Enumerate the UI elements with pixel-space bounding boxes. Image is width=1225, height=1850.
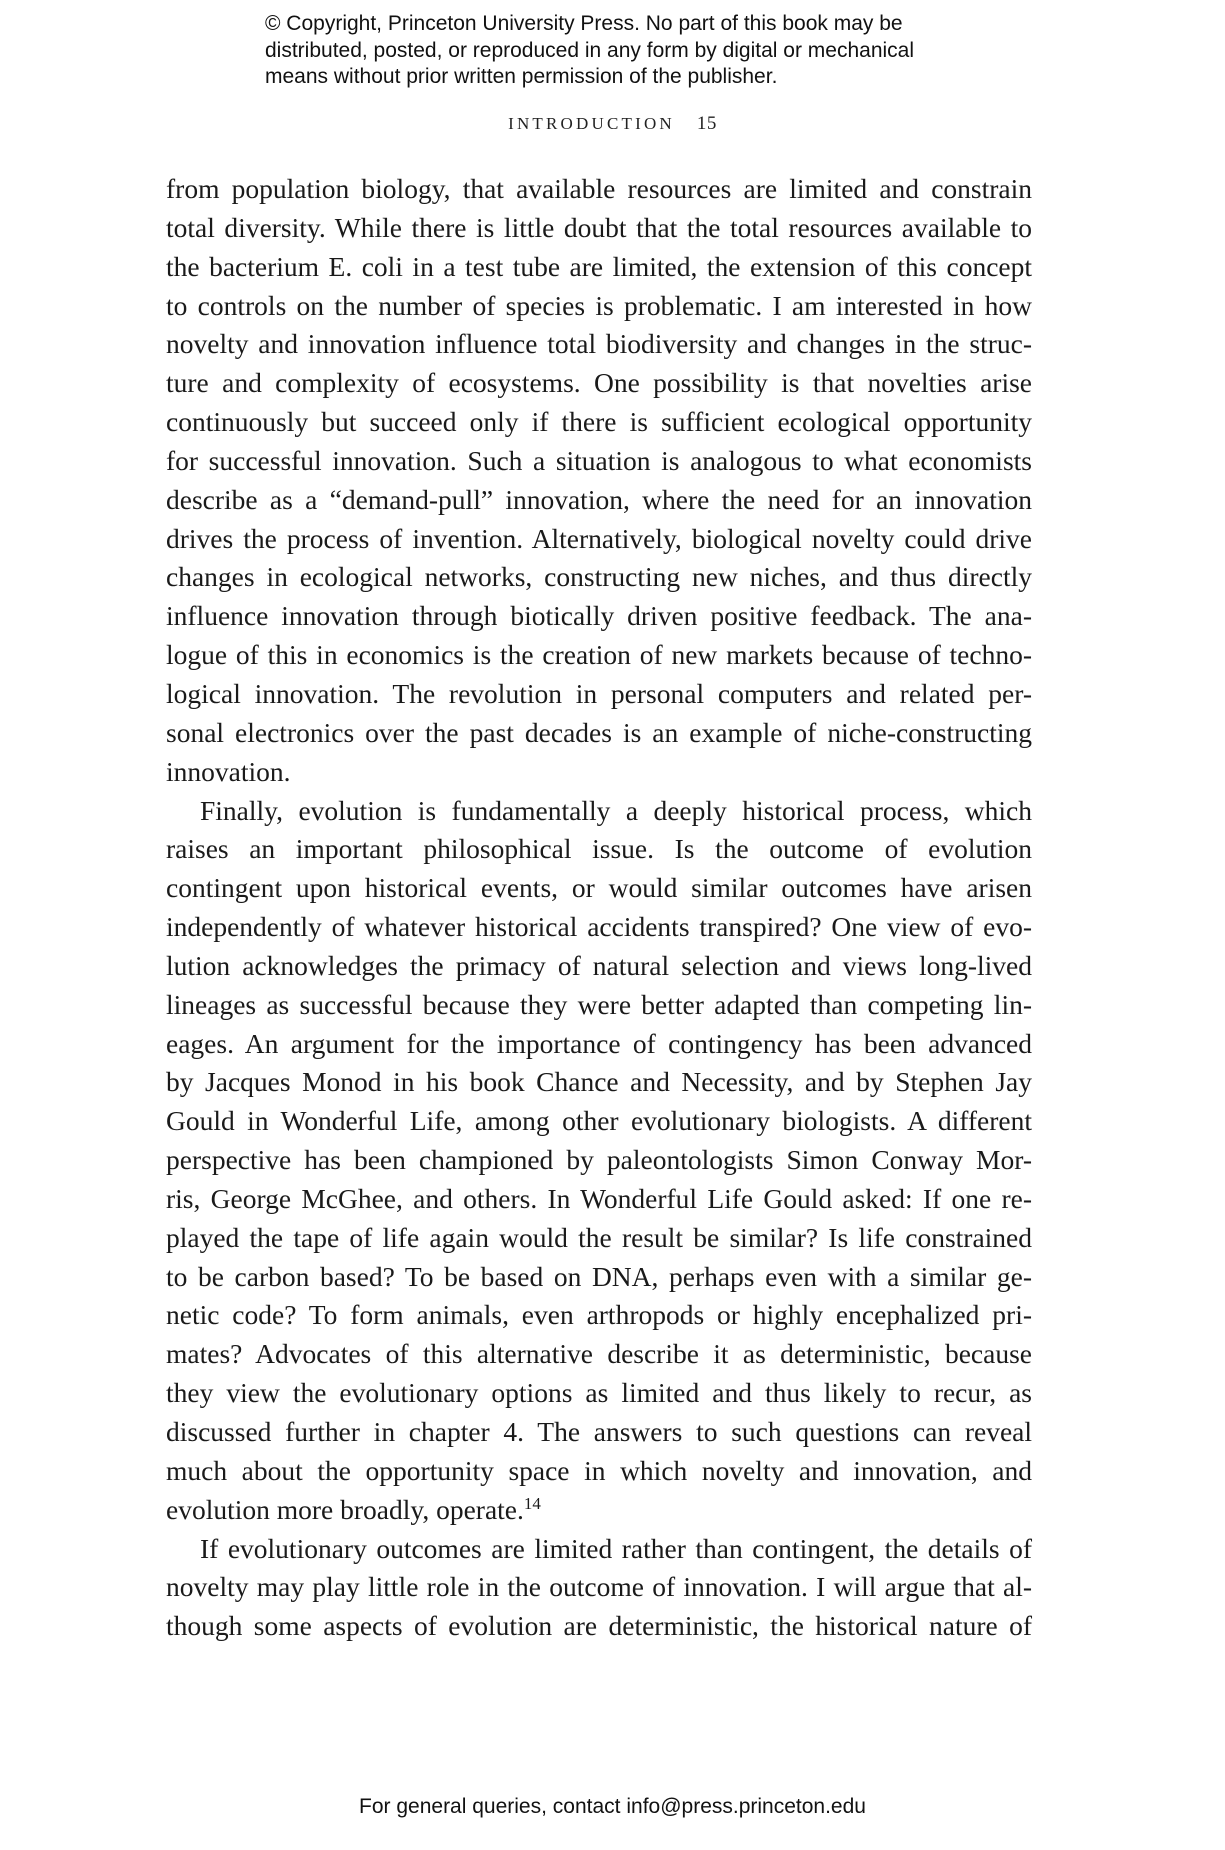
text-line: though some aspects of evolution are deterministic, the historical nature of xyxy=(166,1610,1032,1642)
text-line: from population biology, that available resources are limited and constrain xyxy=(166,173,1032,204)
text-line: continuously but succeed only if there is sufficient ecological opportunity xyxy=(166,406,1032,438)
text-line: raises an important philosophical issue. Is the outcome of evolution xyxy=(166,833,1032,865)
text-line: they view the evolutionary options as limited and thus likely to recur, as xyxy=(166,1377,1032,1409)
copyright-line: distributed, posted, or reproduced in any form by digital or mechanical xyxy=(265,38,915,62)
text-line-with-footnote xyxy=(166,1491,1032,1530)
text-line: logue of this in economics is the creation of new markets because of techno- xyxy=(166,639,1032,671)
text-line: novelty may play little role in the outcome of innovation. I will argue that al- xyxy=(166,1571,1032,1603)
text-line: novelty and innovation influence total biodiversity and changes in the struc- xyxy=(166,328,1032,360)
text-line: lution acknowledges the primacy of natural selection and views long-lived xyxy=(166,949,1032,981)
text-line: contingent upon historical events, or would similar outcomes have arisen xyxy=(166,872,1032,904)
text-line: mates? Advocates of this alternative describe it as deterministic, because xyxy=(166,1338,1032,1370)
text-line: played the tape of life again would the result be similar? Is life constrained xyxy=(166,1221,1032,1253)
text-line: independently of whatever historical accidents transpired? One view of evo- xyxy=(166,911,1032,943)
page-number: 15 xyxy=(696,113,717,134)
text-line: innovation. xyxy=(166,755,291,787)
contact-email[interactable]: info@press.princeton.edu xyxy=(626,1795,866,1818)
text-line: sonal electronics over the past decades is an example of niche-constructing xyxy=(166,716,1032,748)
footer-text: For general queries, contact xyxy=(359,1795,621,1818)
text-line: describe as a “demand-pull” innovation, where the need for an innovation xyxy=(166,483,1032,515)
text-line: Finally, evolution is fundamentally a deeply historical process, which xyxy=(200,794,1032,826)
text-line: ture and complexity of ecosystems. One possibility is that novelties arise xyxy=(166,367,1032,399)
text-line: eages. An argument for the importance of contingency has been advanced xyxy=(166,1027,1032,1059)
text-line: perspective has been championed by paleontologists Simon Conway Mor- xyxy=(166,1144,1032,1176)
text-line: logical innovation. The revolution in personal computers and related per- xyxy=(166,677,1032,709)
text-line: total diversity. While there is little doubt that the total resources available to xyxy=(166,211,1032,243)
text-line: to be carbon based? To be based on DNA, perhaps even with a similar ge- xyxy=(166,1260,1032,1292)
text-line: much about the opportunity space in which novelty and innovation, and xyxy=(166,1454,1032,1486)
text-line: Gould in Wonderful Life, among other evolutionary biologists. A different xyxy=(166,1105,1032,1137)
text-line: If evolutionary outcomes are limited rather than contingent, the details of xyxy=(200,1532,1032,1564)
text-line: to controls on the number of species is problematic. I am interested in how xyxy=(166,289,1032,321)
running-head xyxy=(0,113,1225,135)
copyright-line: means without prior written permission of the publisher. xyxy=(265,65,778,88)
text-line: ris, George McGhee, and others. In Wonderful Life Gould asked: If one re- xyxy=(166,1182,1032,1214)
text-line: by Jacques Monod in his book Chance and Necessity, and by Stephen Jay xyxy=(166,1066,1032,1098)
copyright-notice xyxy=(265,11,985,91)
text-line: netic code? To form animals, even arthropods or highly encephalized pri- xyxy=(166,1299,1032,1331)
body-text xyxy=(166,170,1032,1646)
footnote-reference: 14 xyxy=(523,1493,541,1513)
text-line: evolution more broadly, operate. xyxy=(166,1493,524,1525)
text-line: the bacterium E. coli in a test tube are limited, the extension of this concept xyxy=(166,250,1032,282)
text-line: lineages as successful because they were better adapted than competing lin- xyxy=(166,988,1032,1020)
chapter-title: INTRODUCTION xyxy=(508,114,675,133)
text-line: changes in ecological networks, constructing new niches, and thus directly xyxy=(166,561,1032,593)
footer-contact xyxy=(0,1795,1225,1819)
text-line: for successful innovation. Such a situation is analogous to what economists xyxy=(166,444,1032,476)
copyright-line: © Copyright, Princeton University Press. No part of this book may be xyxy=(265,12,903,35)
text-line: discussed further in chapter 4. The answers to such questions can reveal xyxy=(166,1416,1032,1447)
text-line: drives the process of invention. Alternatively, biological novelty could drive xyxy=(166,522,1032,554)
text-line: influence innovation through biotically driven positive feedback. The ana- xyxy=(166,600,1032,632)
